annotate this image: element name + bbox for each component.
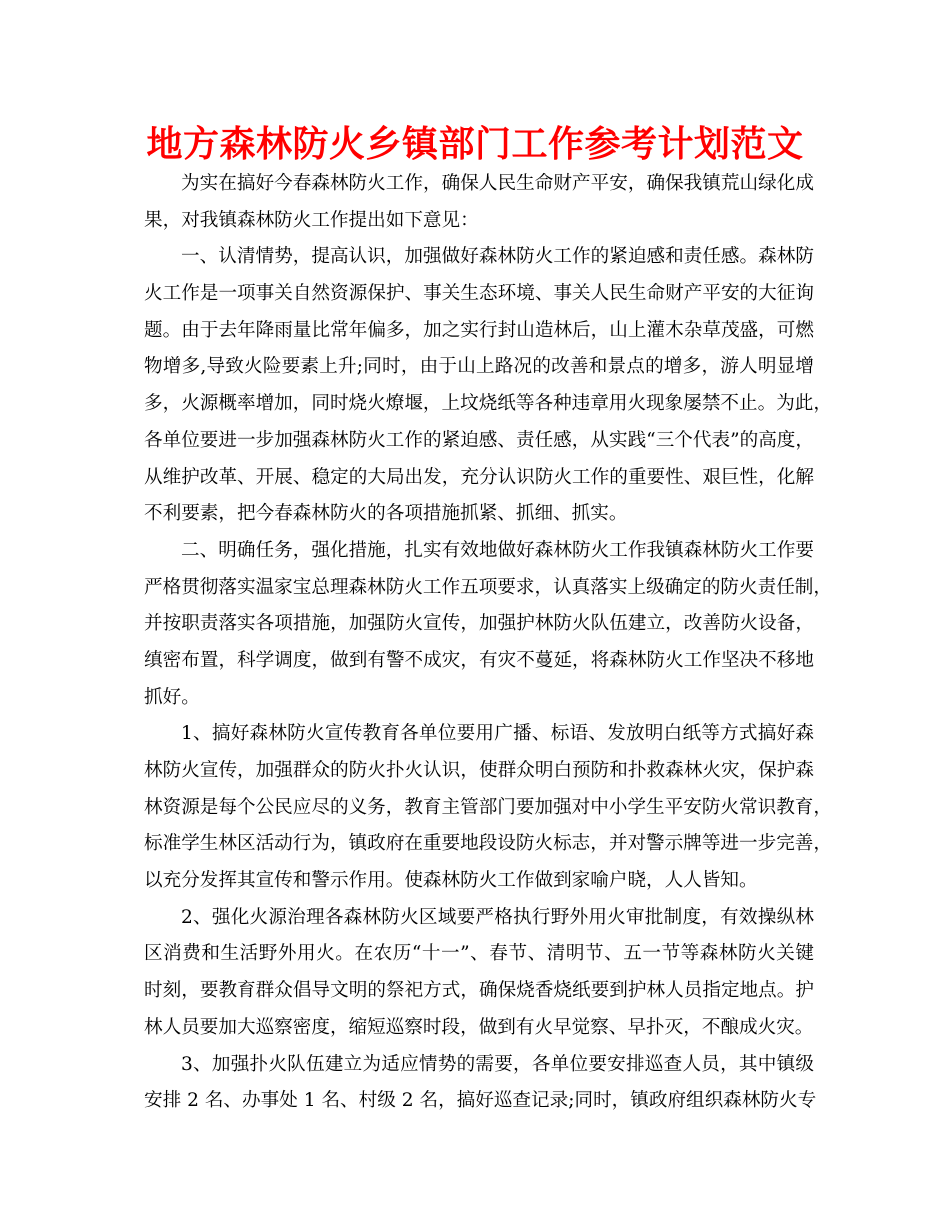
body-line: 题。由于去年降雨量比常年偏多，加之实行封山造林后，山上灌木杂草茂盛，可燃	[144, 319, 814, 341]
body-line: 各单位要进一步加强森林防火工作的紧迫感、责任感，从实践“三个代表”的高度，	[144, 429, 814, 451]
body-line: 2、强化火源治理各森林防火区域要严格执行野外用火审批制度，有效操纵林	[181, 906, 814, 928]
document-body	[144, 166, 832, 1120]
body-line: 3、加强扑火队伍建立为适应情势的需要，各单位要安排巡查人员，其中镇级	[181, 1053, 814, 1075]
body-line: 物增多,导致火险要素上升;同时，由于山上路况的改善和景点的增多，游人明显增	[144, 356, 814, 378]
body-line: 一、认清情势，提高认识，加强做好森林防火工作的紧迫感和责任感。森林防	[181, 246, 814, 268]
body-line: 并按职责落实各项措施，加强防火宣传，加强护林防火队伍建立，改善防火设备，	[144, 613, 814, 635]
body-line: 林资源是每个公民应尽的义务，教育主管部门要加强对中小学生平安防火常识教育，	[144, 796, 832, 818]
body-line: 1、搞好森林防火宣传教育各单位要用广播、标语、发放明白纸等方式搞好森	[181, 723, 814, 745]
body-line: 以充分发挥其宣传和警示作用。使森林防火工作做到家喻户晓，人人皆知。	[144, 870, 758, 892]
body-line: 抓好。	[144, 686, 200, 708]
body-line: 不利要素，把今春森林防火的各项措施抓紧、抓细、抓实。	[144, 503, 628, 525]
body-line: 缜密布置，科学调度，做到有警不成灾，有灾不蔓延，将森林防火工作坚决不移地	[144, 649, 814, 671]
body-line: 二、明确任务，强化措施，扎实有效地做好森林防火工作我镇森林防火工作要	[181, 539, 814, 561]
body-line: 标准学生林区活动行为，镇政府在重要地段设防火标志，并对警示牌等进一步完善，	[144, 833, 832, 855]
body-line: 严格贯彻落实温家宝总理森林防火工作五项要求，认真落实上级确定的防火责任制，	[144, 576, 832, 598]
body-line: 火工作是一项事关自然资源保护、事关生态环境、事关人民生命财产平安的大征询	[144, 283, 814, 305]
body-line: 果，对我镇森林防火工作提出如下意见：	[144, 209, 479, 231]
body-line: 林防火宣传，加强群众的防火扑火认识，使群众明白预防和扑救森林火灾，保护森	[144, 760, 814, 781]
body-line: 多，火源概率增加，同时烧火燎堰，上坟烧纸等各种违章用火现象屡禁不止。为此，	[144, 393, 832, 415]
body-line: 安排 2 名、办事处 1 名、村级 2 名，搞好巡查记录;同时，镇政府组织森林防火专	[144, 1090, 817, 1112]
body-line: 从维护改革、开展、稳定的大局出发，充分认识防火工作的重要性、艰巨性，化解	[144, 466, 814, 488]
body-line: 林人员要加大巡察密度，缩短巡察时段，做到有火早觉察、早扑灭，不酿成火灾。	[144, 1016, 814, 1038]
body-line: 为实在搞好今春森林防火工作，确保人民生命财产平安，确保我镇荒山绿化成	[181, 173, 814, 194]
body-line: 时刻，要教育群众倡导文明的祭祀方式，确保烧香烧纸要到护林人员指定地点。护	[144, 980, 814, 1002]
body-line: 区消费和生活野外用火。在农历“十一”、春节、清明节、五一节等森林防火关键	[144, 943, 814, 965]
document-title: 地方森林防火乡镇部门工作参考计划范文	[146, 124, 804, 165]
